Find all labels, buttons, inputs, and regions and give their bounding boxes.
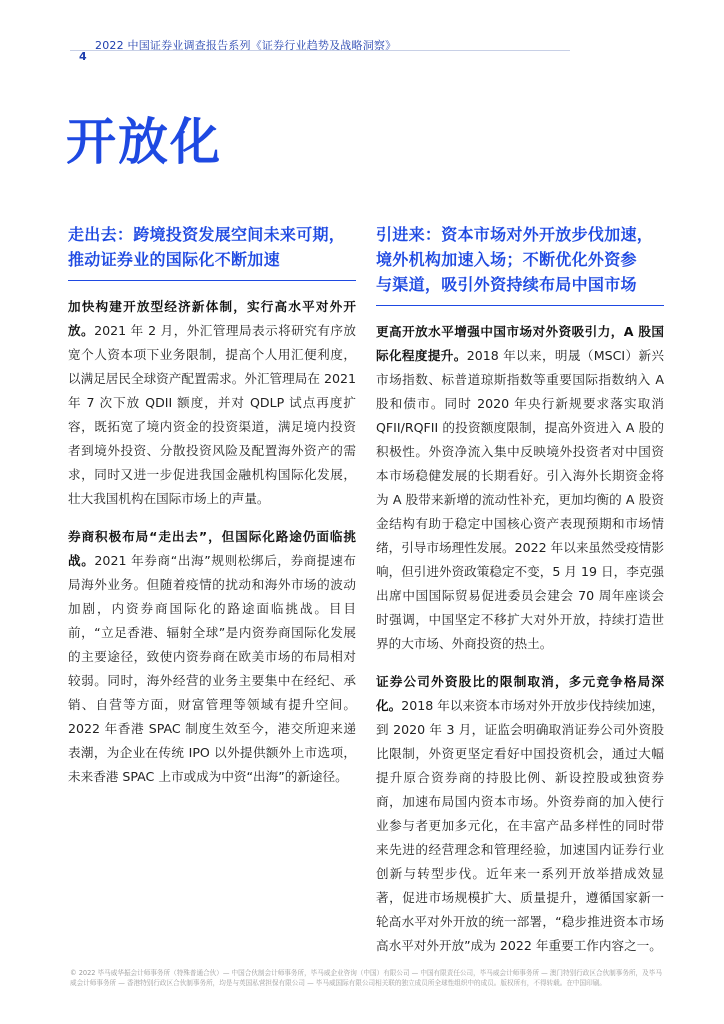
left-paragraph-2: [68, 525, 356, 789]
right-paragraph-1-text: 2018 年以来，明晟（MSCI）新兴市场指数、标普道琼斯指数等重要国际指数纳入 A 股和债市。同时 2020 年央行新规要求落实取消 QFII/RQFII 的投资额度限制，提高外资进入 A 股的积极性。外资净流入集中反映境外投资者对中国资本市场稳健发展的长期看好。引入海外长期资金将为 A 股带来新增的流动性补充，更加均衡的 A 股资金结构有助于稳定中国核心资产表现预期和市场情绪，引导市场理性发展。2022 年以来虽然受疫情影响，但引进外资政策稳定不变，5 月 19 日，李克强出席中国国际贸易促进委员会建会 70 周年座谈会时强调，中国坚定不移扩大对外开放，持续打造世界的大市场、外商投资的热土。: [376, 348, 665, 651]
left-paragraph-1-text: 2021 年 2 月，外汇管理局表示将研究有序放宽个人资本项下业务限制，提高个人用汇便利度，以满足居民全球资产配置需求。外汇管理局在 2021 年 7 次下放 QDII 额度，并对 QDLP 试点再度扩容，既拓宽了境内资金的投资渠道，满足境内投资者到境外投资、分散投资风险及配置海外资产的需求，同时又进一步促进我国金融机构国际化发展，壮大我国机构在国际市场上的声量。: [68, 323, 357, 506]
right-paragraph-2-text: 2018 年以来资本市场对外开放步伐持续加速，到 2020 年 3 月，证监会明确取消证券公司外资股比限制，外资更坚定看好中国投资机会，通过大幅提升原合资券商的持股比例、新设控股或独资券商，加速布局国内资本市场。外资券商的加入使行业参与者更加多元化，在丰富产品多样性的同时带来先进的经营理念和管理经验，加速国内证券行业创新与转型步伐。近年来一系列开放举措成效显著，促进市场规模扩大、质量提升，遵循国家新一轮高水平对外开放的统一部署，“稳步推进资本市场高水平对外开放”成为 2022 年重要工作内容之一。: [376, 698, 665, 953]
left-heading-line-2: 推动证券业的国际化不断加速: [68, 250, 280, 269]
right-heading-line-1: 引进来：资本市场对外开放步伐加速，: [376, 225, 654, 244]
header-divider: [70, 50, 570, 51]
right-column-heading: [376, 222, 664, 297]
left-column-heading: [68, 222, 356, 272]
right-heading-rule: [376, 305, 664, 306]
report-series-title: 2022 中国证券业调查报告系列《证券行业趋势及战略洞察》: [95, 39, 397, 52]
left-heading-rule: [68, 280, 356, 281]
copyright-footer: © 2022 毕马威华振会计师事务所（特殊普通合伙）— 中国合伙制会计师事务所，毕马威企业咨询（中国）有限公司 — 中国有限责任公司，毕马威会计师事务所 — 澳门特别行政区合伙制事务所，及毕马威会计师事务所 — 香港特别行政区合伙制事务所，均是与英国私营担保有限公司 — 毕马威国际有限公司相关联的独立成员所全球性组织中的成员。版权所有，不得转载。在中国印刷。: [70, 969, 662, 987]
left-paragraph-1: [68, 295, 356, 511]
left-heading-line-1: 走出去：跨境投资发展空间未来可期，: [68, 225, 346, 244]
left-column: [68, 222, 356, 803]
right-paragraph-2-lead: 证券公司外资股比的限制取消，多元竞争格局深化。: [376, 674, 664, 713]
right-heading-line-2: 境外机构加速入场；不断优化外资参: [376, 250, 637, 269]
left-paragraph-2-text: 2021 年券商“出海”规则松绑后，券商提速布局海外业务。但随着疫情的扰动和海外市场的波动加剧，内资券商国际化的路途面临挑战。目目前，“立足香港、辐射全球”是内资券商国际化发展的主要途径，致使内资券商在欧美市场的布局相对较弱。同时，海外经营的业务主要集中在经纪、承销、自营等方面，财富管理等领域有提升空间。2022 年香港 SPAC 制度生效至今，港交所迎来递表潮，为企业在传统 IPO 以外提供额外上市选项，未来香港 SPAC 上市或成为中资“出海”的新途径。: [68, 553, 357, 784]
right-paragraph-1-lead: 更高开放水平增强中国市场对外资吸引力，A 股国际化程度提升。: [376, 324, 664, 363]
right-paragraph-1: [376, 320, 664, 656]
left-paragraph-2-lead: 券商积极布局“走出去”，但国际化路途仍面临挑战。: [68, 529, 356, 568]
right-heading-line-3: 与渠道，吸引外资持续布局中国市场: [376, 275, 637, 294]
page-number: 4: [79, 50, 87, 63]
right-paragraph-2: [376, 670, 664, 958]
left-paragraph-1-lead: 加快构建开放型经济新体制，实行高水平对外开放。: [68, 299, 356, 338]
page-title: 开放化: [66, 113, 222, 171]
right-column: [376, 222, 664, 972]
